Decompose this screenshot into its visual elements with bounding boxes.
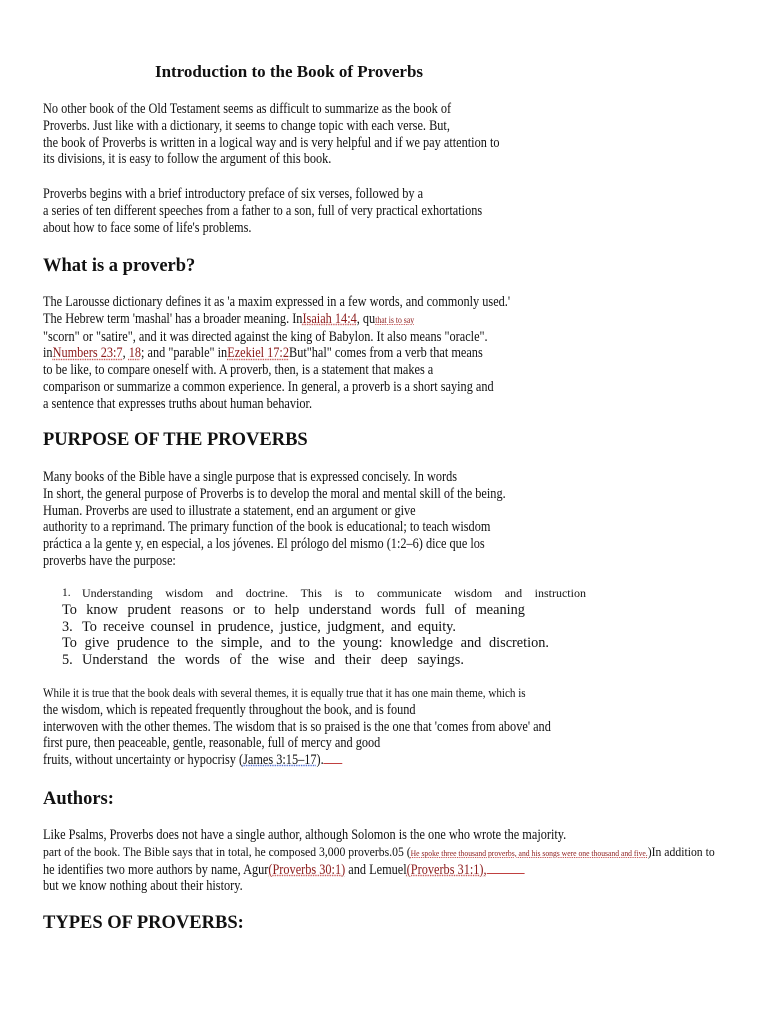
purpose-list — [62, 585, 586, 669]
list-item — [62, 602, 586, 619]
list-item — [62, 619, 586, 636]
word: knowledge — [390, 635, 453, 652]
theme-line: first pure, then peaceable, gentle, reasonable, full of mercy and good — [43, 735, 381, 752]
preface-line: about how to face some of life's problems. — [43, 219, 252, 236]
word: prudence, — [217, 618, 274, 635]
purpose-line: In short, the general purpose of Proverbs is to develop the moral and mental skill of the being. — [43, 485, 506, 502]
word: judgment, — [326, 618, 385, 635]
word: instruction — [534, 586, 586, 600]
word: This — [300, 586, 322, 600]
text-segment: ; and "parable" in — [141, 345, 228, 362]
word: justice, — [279, 618, 321, 635]
theme-line: the wisdom, which is repeated frequently throughout the book, and is found — [43, 701, 416, 718]
word: Understanding — [82, 586, 153, 600]
proverb-line: to be like, to compare oneself with. A proverb, then, is a statement that makes a — [43, 362, 434, 379]
heading-authors: Authors: — [43, 789, 114, 809]
text-segment: part of the book. The Bible says that in total, he composed 3,000 proverbs.05 ( — [43, 843, 411, 859]
proverb-line: The Larousse dictionary defines it as 'a maxim expressed in a few words, and commonly used.' — [43, 294, 511, 310]
word: To — [62, 601, 77, 618]
word: sayings. — [417, 652, 464, 669]
heading-what-is-proverb: What is a proverb? — [43, 256, 196, 276]
word: and — [504, 586, 523, 600]
preface-line: Proverbs begins with a brief introductory preface of six verses, followed by a — [43, 186, 424, 202]
list-number: 1. — [62, 587, 71, 599]
authors-line: but we know nothing about their history. — [43, 878, 243, 895]
word: know — [86, 601, 119, 618]
authors-line — [43, 862, 685, 879]
word: the — [195, 635, 214, 652]
word: deep — [380, 652, 408, 669]
inline-note: that is to say — [375, 314, 415, 325]
text-segment: and Lemuel — [345, 861, 407, 878]
word: and — [270, 635, 292, 652]
word: to — [355, 586, 365, 600]
word: and — [390, 618, 412, 635]
word: of — [229, 652, 242, 669]
word: To — [62, 635, 77, 652]
purpose-line: Many books of the Bible have a single purpose that is expressed concisely. In words — [43, 469, 458, 485]
text-segment: ). — [316, 752, 324, 769]
word: wisdom — [165, 586, 204, 600]
list-item — [62, 652, 586, 669]
word: in — [200, 618, 212, 635]
text-segment: The Hebrew term 'mashal' has a broader meaning. In — [43, 310, 303, 327]
theme-paragraph — [43, 685, 634, 769]
purpose-line: práctica a la gente y, en especial, a los jóvenes. El prólogo del mismo (1:2–6) dice que los — [43, 536, 485, 553]
scripture-link-isaiah[interactable]: Isaiah 14:4 — [302, 310, 357, 327]
word: communicate — [376, 586, 442, 600]
word: words — [184, 652, 220, 669]
heading-purpose: PURPOSE OF THE PROVERBS — [43, 430, 308, 450]
underline-mark — [324, 753, 343, 764]
word: equity. — [417, 618, 456, 635]
word: Understand — [82, 652, 148, 669]
word: to — [177, 635, 189, 652]
intro-paragraph — [43, 101, 574, 168]
word: wise — [278, 652, 305, 669]
word: receive — [103, 618, 145, 635]
text-segment: he identifies two more authors by name, Agur — [43, 861, 269, 878]
word: the — [251, 652, 269, 669]
word: doctrine. — [245, 586, 289, 600]
text-segment: , qu — [356, 310, 376, 327]
document-title: Introduction to the Book of Proverbs — [154, 62, 424, 81]
proverb-line: "scorn" or "satire", and it was directed against the king of Babylon. It also means "oracle". — [43, 328, 488, 345]
authors-paragraph — [43, 827, 768, 895]
word: reasons — [180, 601, 224, 618]
list-item-text — [62, 635, 549, 652]
word: of — [454, 601, 467, 618]
word: full — [425, 601, 445, 618]
theme-line — [43, 752, 551, 769]
intro-line: Proverbs. Just like with a dictionary, it seems to change topic with each verse. But, — [43, 117, 450, 134]
text-segment: in — [43, 345, 53, 362]
proverb-line — [43, 311, 510, 329]
intro-line: its divisions, it is easy to follow the argument of this book. — [43, 151, 332, 168]
list-number: 3. — [62, 618, 73, 635]
theme-line: interwoven with the other themes. The wisdom that is so praised is the one that 'comes from above' and — [43, 718, 551, 735]
word: words — [380, 601, 416, 618]
word: give — [84, 635, 110, 652]
theme-line: While it is true that the book deals with several themes, it is equally true that it has one main theme, which is — [43, 686, 526, 700]
scripture-link-james[interactable]: James 3:15–17 — [243, 752, 317, 769]
word: and — [314, 652, 336, 669]
purpose-line: authority to a reprimand. The primary function of the book is educational; to teach wisdom — [43, 519, 491, 536]
proverb-line: comparison or summarize a common experience. In general, a proverb is a short saying and — [43, 378, 494, 395]
list-item-text — [82, 652, 464, 669]
word: help — [274, 601, 300, 618]
scripture-link-numbers-18[interactable]: 18 — [128, 345, 142, 362]
purpose-line: proverbs have the purpose: — [43, 552, 176, 569]
text-segment: , — [122, 345, 129, 362]
intro-line: the book of Proverbs is written in a logical way and is very helpful and if we pay attention to — [43, 134, 500, 151]
word: and — [460, 635, 482, 652]
authors-line — [43, 844, 715, 862]
word: their — [344, 652, 371, 669]
preface-line: a series of ten different speeches from a father to a son, full of very practical exhortations — [43, 202, 483, 219]
text-segment: But"hal" comes from a verb that means — [289, 345, 483, 362]
list-number: 5. — [62, 652, 73, 669]
word: To — [82, 618, 97, 635]
inline-note: He spoke three thousand proverbs, and his songs were one thousand and five. — [410, 847, 648, 858]
authors-line: Like Psalms, Proverbs does not have a single author, although Solomon is the one who wrote the majority. — [43, 827, 567, 843]
word: meaning — [475, 601, 525, 618]
list-item — [62, 585, 586, 602]
word: prudent — [127, 601, 172, 618]
word: or — [232, 601, 245, 618]
word: is — [334, 586, 343, 600]
scripture-link-proverbs-31[interactable]: (Proverbs 31:1), — [406, 861, 487, 878]
purpose-line: Human. Proverbs are used to illustrate a statement, end an argument or give — [43, 502, 416, 519]
word: the — [317, 635, 336, 652]
word: understand — [308, 601, 372, 618]
purpose-paragraph — [43, 469, 581, 570]
proverb-line: a sentence that expresses truths about human behavior. — [43, 395, 313, 412]
word: to — [254, 601, 266, 618]
word: the — [157, 652, 176, 669]
word: wisdom — [454, 586, 493, 600]
text-segment: )In addition to — [647, 843, 715, 859]
list-item-text — [82, 585, 586, 602]
intro-line: No other book of the Old Testament seems as difficult to summarize as the book of — [43, 101, 452, 117]
list-item-text — [82, 619, 456, 636]
scripture-link-proverbs-30[interactable]: (Proverbs 30:1) — [268, 861, 346, 878]
proverb-line — [43, 345, 510, 362]
heading-types: TYPES OF PROVERBS: — [43, 913, 244, 933]
word: discretion. — [489, 635, 549, 652]
scripture-link-numbers[interactable]: Numbers 23:7 — [52, 345, 123, 362]
text-segment: fruits, without uncertainty or hypocrisy ( — [43, 752, 244, 769]
list-item-text — [62, 602, 525, 619]
underline-mark — [487, 863, 525, 874]
word: counsel — [150, 618, 195, 635]
preface-paragraph — [43, 186, 554, 236]
word: young: — [342, 635, 383, 652]
word: prudence — [116, 635, 170, 652]
proverb-paragraph — [43, 294, 586, 413]
word: and — [215, 586, 234, 600]
list-item — [62, 635, 586, 652]
word: to — [298, 635, 310, 652]
word: simple, — [221, 635, 263, 652]
scripture-link-ezekiel[interactable]: Ezekiel 17:2 — [227, 345, 290, 362]
